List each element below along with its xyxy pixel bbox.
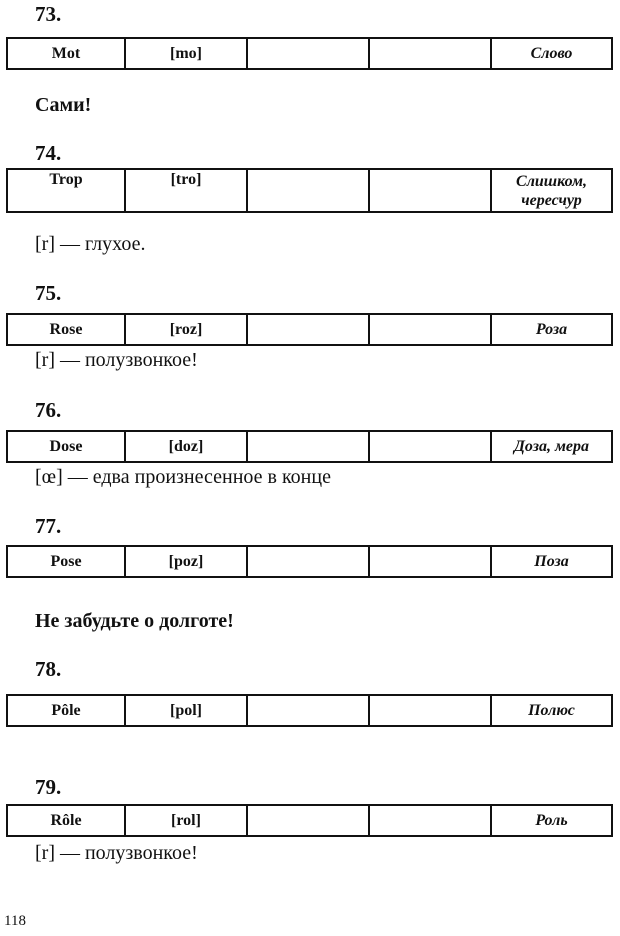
exercise-number: 79. bbox=[35, 775, 62, 799]
table-row bbox=[7, 38, 612, 69]
blank-cell bbox=[369, 805, 491, 836]
table-row bbox=[7, 314, 612, 345]
meaning-cell: Слово bbox=[491, 38, 612, 69]
blank-cell bbox=[247, 431, 369, 462]
blank-cell bbox=[247, 805, 369, 836]
word-table bbox=[6, 313, 613, 346]
transcription-cell: [poz] bbox=[125, 546, 247, 577]
meaning-cell: Доза, мера bbox=[491, 431, 612, 462]
pronunciation-note: [r] — полузвонкое! bbox=[35, 349, 198, 371]
word-cell: Rose bbox=[7, 314, 125, 345]
word-cell: Trop bbox=[7, 169, 125, 212]
exercise-number: 73. bbox=[35, 2, 62, 26]
word-table bbox=[6, 804, 613, 837]
meaning-cell: Поза bbox=[491, 546, 612, 577]
exercise-number: 77. bbox=[35, 514, 62, 538]
blank-cell bbox=[369, 695, 491, 726]
blank-cell bbox=[369, 546, 491, 577]
transcription-cell: [doz] bbox=[125, 431, 247, 462]
table-row bbox=[7, 431, 612, 462]
blank-cell bbox=[369, 38, 491, 69]
meaning-cell: Роль bbox=[491, 805, 612, 836]
word-table bbox=[6, 694, 613, 727]
table-row bbox=[7, 805, 612, 836]
exercise-number: 78. bbox=[35, 657, 62, 681]
blank-cell bbox=[369, 314, 491, 345]
exercise-number: 75. bbox=[35, 281, 62, 305]
table-row bbox=[7, 546, 612, 577]
exercise-number: 74. bbox=[35, 141, 62, 165]
meaning-cell: Слишком, чересчур bbox=[491, 169, 612, 212]
transcription-cell: [pol] bbox=[125, 695, 247, 726]
blank-cell bbox=[247, 695, 369, 726]
blank-cell bbox=[247, 314, 369, 345]
word-cell: Rôle bbox=[7, 805, 125, 836]
word-table bbox=[6, 545, 613, 578]
word-cell: Dose bbox=[7, 431, 125, 462]
pronunciation-note: [œ] — едва произнесенное в конце bbox=[35, 466, 331, 488]
pronunciation-note: [r] — глухое. bbox=[35, 233, 146, 255]
transcription-cell: [rol] bbox=[125, 805, 247, 836]
instruction-heading: Сами! bbox=[35, 94, 92, 116]
blank-cell bbox=[247, 546, 369, 577]
word-cell: Pose bbox=[7, 546, 125, 577]
word-table bbox=[6, 37, 613, 70]
instruction-heading: Не забудьте о долготе! bbox=[35, 610, 234, 632]
transcription-cell: [roz] bbox=[125, 314, 247, 345]
blank-cell bbox=[247, 38, 369, 69]
word-cell: Mot bbox=[7, 38, 125, 69]
word-table bbox=[6, 430, 613, 463]
word-table bbox=[6, 168, 613, 213]
meaning-cell: Полюс bbox=[491, 695, 612, 726]
exercise-number: 76. bbox=[35, 398, 62, 422]
blank-cell bbox=[369, 169, 491, 212]
meaning-cell: Роза bbox=[491, 314, 612, 345]
word-cell: Pôle bbox=[7, 695, 125, 726]
table-row bbox=[7, 169, 612, 212]
page-number: 118 bbox=[4, 913, 26, 929]
pronunciation-note: [r] — полузвонкое! bbox=[35, 842, 198, 864]
transcription-cell: [tro] bbox=[125, 169, 247, 212]
table-row bbox=[7, 695, 612, 726]
blank-cell bbox=[247, 169, 369, 212]
blank-cell bbox=[369, 431, 491, 462]
transcription-cell: [mo] bbox=[125, 38, 247, 69]
